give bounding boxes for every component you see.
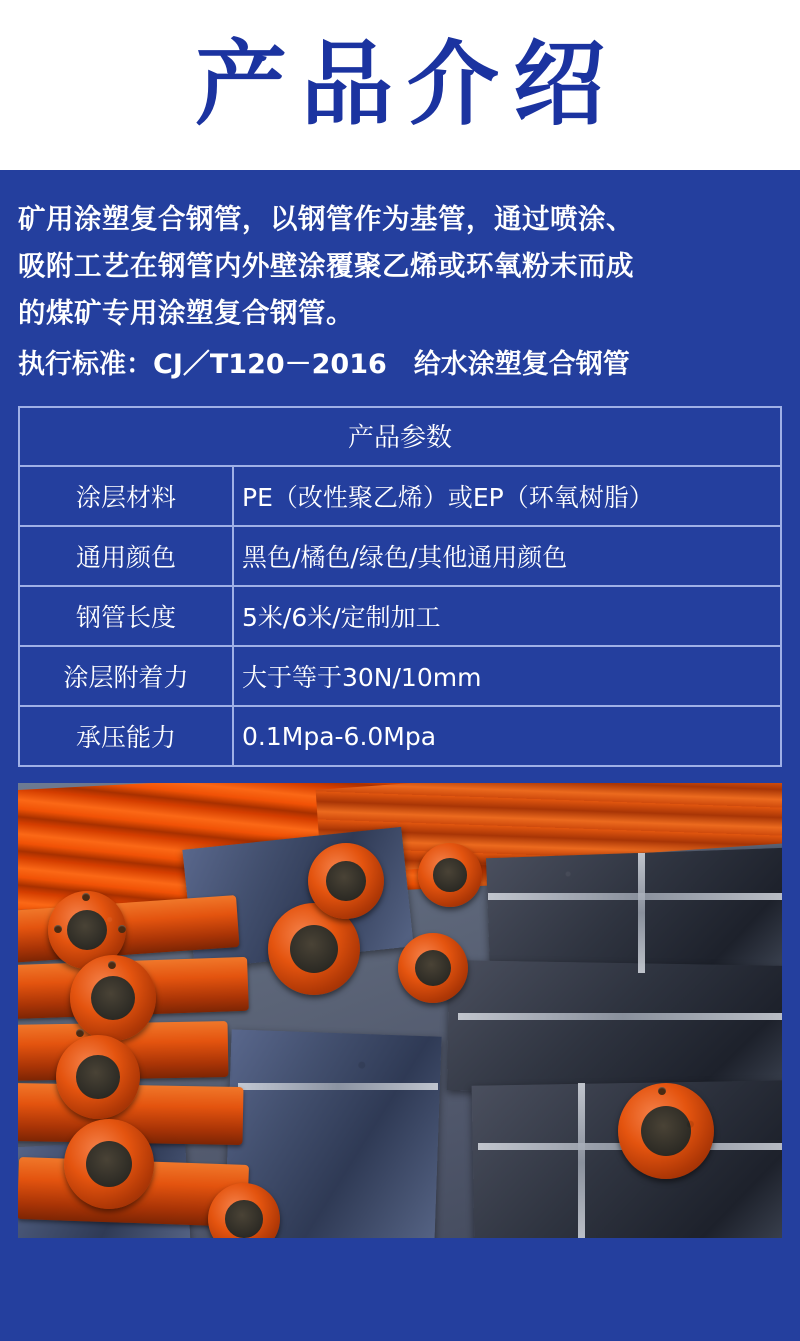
flange-bolt-5 — [76, 1029, 84, 1037]
packing-strap-2 — [458, 1013, 782, 1020]
product-photo-image — [18, 783, 782, 1238]
table-row — [20, 706, 780, 765]
param-value-coating-material: PE（改性聚乙烯）或EP（环氧树脂） — [242, 483, 654, 512]
content-body — [0, 170, 800, 1341]
param-label-common-color: 通用颜色 — [20, 526, 233, 586]
flange-bolt-3 — [118, 925, 126, 933]
packing-strap-4 — [638, 853, 645, 973]
packing-strap-1 — [488, 893, 782, 900]
param-value-coating-adhesion: 大于等于30N/10mm — [233, 646, 780, 706]
pipe-flange-3 — [56, 1035, 140, 1119]
pipe-flange-4 — [64, 1119, 154, 1209]
table-row — [20, 646, 780, 706]
tarp-bundle-right-2 — [447, 960, 782, 1096]
param-label-pipe-length: 钢管长度 — [20, 586, 233, 646]
flange-bolt-2 — [54, 925, 62, 933]
table-row — [20, 466, 780, 526]
param-label-coating-material: 涂层材料 — [20, 466, 233, 526]
product-parameters-table — [18, 406, 782, 767]
packing-strap-5 — [578, 1083, 585, 1238]
tarp-bundle-right-1 — [486, 848, 782, 978]
table-row — [20, 586, 780, 646]
page-title: 产品介绍 — [194, 31, 619, 138]
intro-line-3: 的煤矿专用涂塑复合钢管。 — [18, 297, 354, 329]
standard-line: 执行标准：CJ／T120－2016 给水涂塑复合钢管 — [18, 349, 630, 380]
param-value-pressure-capacity: 0.1Mpa-6.0Mpa — [233, 706, 780, 765]
pipe-flange-9 — [618, 1083, 714, 1179]
title-band — [0, 0, 800, 170]
packing-strap-6 — [238, 1083, 438, 1090]
pipe-flange-6 — [308, 843, 384, 919]
param-label-pressure-capacity: 承压能力 — [20, 706, 233, 765]
flange-bolt-6 — [658, 1087, 666, 1095]
table-row — [20, 526, 780, 586]
param-label-coating-adhesion: 涂层附着力 — [20, 646, 233, 706]
flange-bolt-1 — [82, 893, 90, 901]
intro-line-1: 矿用涂塑复合钢管，以钢管作为基管，通过喷涂、 — [18, 203, 634, 235]
product-photo — [18, 783, 782, 1238]
table-caption: 产品参数 — [20, 408, 780, 466]
intro-line-2: 吸附工艺在钢管内外壁涂覆聚乙烯或环氧粉末而成 — [18, 250, 634, 282]
flange-bolt-4 — [108, 961, 116, 969]
pipe-flange-7 — [398, 933, 468, 1003]
param-value-pipe-length: 5米/6米/定制加工 — [233, 586, 780, 646]
pipe-flange-8 — [418, 843, 482, 907]
param-value-common-color: 黑色/橘色/绿色/其他通用颜色 — [233, 526, 780, 586]
intro-paragraph — [0, 170, 800, 388]
